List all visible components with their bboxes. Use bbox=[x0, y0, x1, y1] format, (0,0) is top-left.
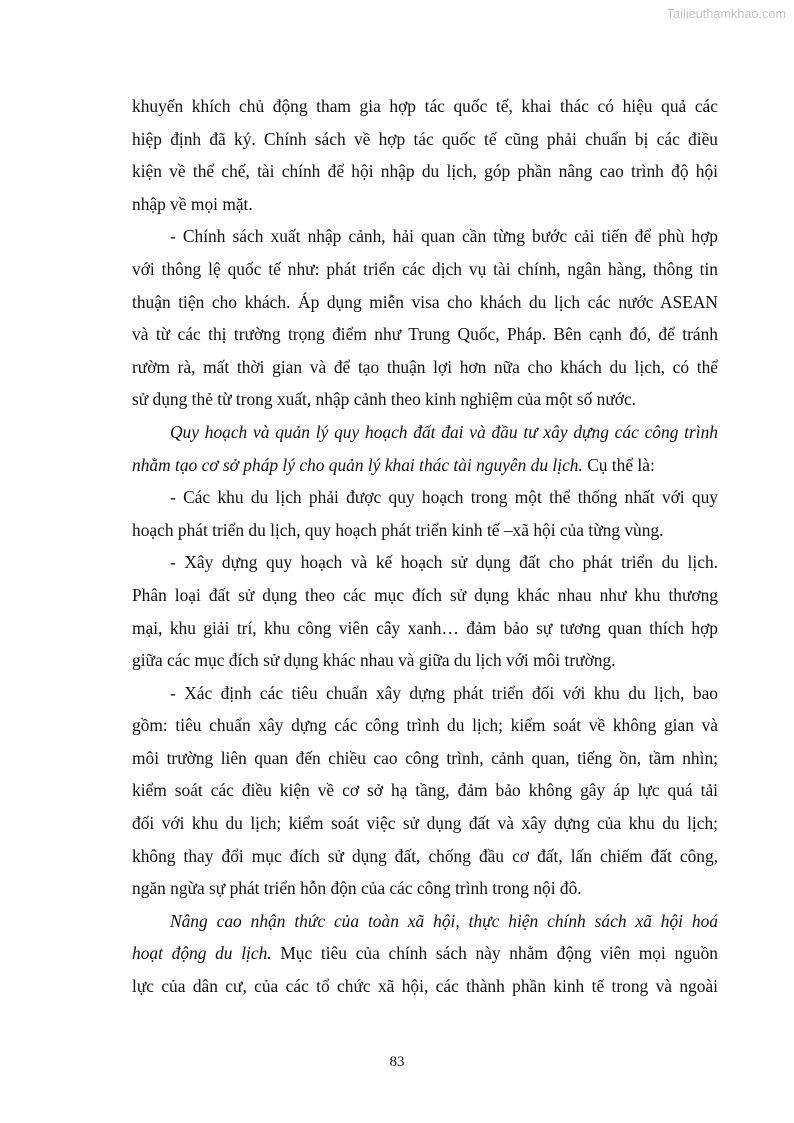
text-line: khuyến khích chủ động tham gia hợp tác quốc tế, khai thác có hiệu quả các bbox=[132, 96, 718, 116]
italic-text: Quy hoạch và quản lý quy hoạch đất đai và đầu tư xây dựng các công trình bbox=[170, 421, 718, 442]
text-line: Phân loại đất sử dụng theo các mục đích sử dụng khác nhau như khu thương bbox=[132, 584, 718, 605]
text-line: hiệp định đã ký. Chính sách về hợp tác quốc tế cũng phải chuẩn bị các điều bbox=[132, 128, 718, 149]
text-line: gồm: tiêu chuẩn xây dựng các công trình du lịch; kiểm soát về không gian và bbox=[132, 715, 718, 736]
text-line: hoạch phát triển du lịch, quy hoạch phát triển kinh tế –xã hội của từng vùng. bbox=[132, 519, 664, 540]
text-line: và từ các thị trường trọng điểm như Trung Quốc, Pháp. Bên cạnh đó, để tránh bbox=[132, 324, 718, 345]
text-line bbox=[132, 416, 718, 449]
watermark: Tailieuthamkhao.com bbox=[666, 7, 786, 21]
text-line bbox=[132, 905, 718, 938]
italic-text: hoạt động du lịch. bbox=[132, 943, 272, 964]
text-line bbox=[132, 937, 718, 970]
text-line: đối với khu du lịch; kiểm soát việc sử dụng đất và xây dựng của khu du lịch; bbox=[132, 813, 718, 834]
text-line: nhập về mọi mặt. bbox=[132, 193, 253, 214]
text-line: - Các khu du lịch phải được quy hoạch trong một thể thống nhất với quy bbox=[170, 487, 718, 508]
text-line: ngăn ngừa sự phát triển hỗn độn của các công trình trong nội đô. bbox=[132, 878, 582, 899]
text-line: với thông lệ quốc tế như: phát triển các dịch vụ tài chính, ngân hàng, thông tin bbox=[132, 258, 718, 279]
text-line: kiểm soát các điều kiện về cơ sở hạ tầng, đảm bảo không gây áp lực quá tải bbox=[132, 780, 718, 801]
text-line: - Xây dựng quy hoạch và kế hoạch sử dụng đất cho phát triển du lịch. bbox=[170, 552, 718, 573]
text-line: kiện về thể chế, tài chính để hội nhập du lịch, góp phần nâng cao trình độ hội bbox=[132, 161, 718, 182]
text-line: thuận tiện cho khách. Áp dụng miễn visa cho khách du lịch các nước ASEAN bbox=[132, 291, 718, 312]
italic-text: Nâng cao nhận thức của toàn xã hội, thực hiện chính sách xã hội hoá bbox=[170, 910, 718, 931]
text-line: mại, khu giải trí, khu công viên cây xanh… đảm bảo sự tương quan thích hợp bbox=[132, 617, 718, 638]
text-line: giữa các mục đích sử dụng khác nhau và giữa du lịch với môi trường. bbox=[132, 650, 616, 671]
italic-text: nhằm tạo cơ sở pháp lý cho quản lý khai thác tài nguyên du lịch. bbox=[132, 454, 583, 475]
text-line bbox=[132, 449, 718, 482]
text-line: - Chính sách xuất nhập cảnh, hải quan cần từng bước cải tiến để phù hợp bbox=[170, 226, 718, 247]
page-number: 83 bbox=[389, 1054, 405, 1070]
plain-text: Cụ thể là: bbox=[582, 454, 655, 475]
text-line: rườm rà, mất thời gian và để tạo thuận lợi hơn nữa cho khách du lịch, có thể bbox=[132, 356, 718, 377]
text-line: không thay đổi mục đích sử dụng đất, chống đầu cơ đất, lấn chiếm đất công, bbox=[132, 845, 718, 866]
text-line: lực của dân cư, của các tổ chức xã hội, các thành phần kinh tế trong và ngoài bbox=[132, 976, 718, 997]
text-line: - Xác định các tiêu chuẩn xây dựng phát triển đối với khu du lịch, bao bbox=[170, 682, 718, 703]
plain-text: Mục tiêu của chính sách này nhằm động viên mọi nguồn bbox=[271, 943, 719, 964]
text-line: môi trường liên quan đến chiều cao công trình, cảnh quan, tiếng ồn, tầm nhìn; bbox=[132, 747, 718, 768]
text-line: sử dụng thẻ từ trong xuất, nhập cảnh theo kinh nghiệm của một số nước. bbox=[132, 389, 637, 410]
document-body bbox=[132, 90, 718, 1003]
